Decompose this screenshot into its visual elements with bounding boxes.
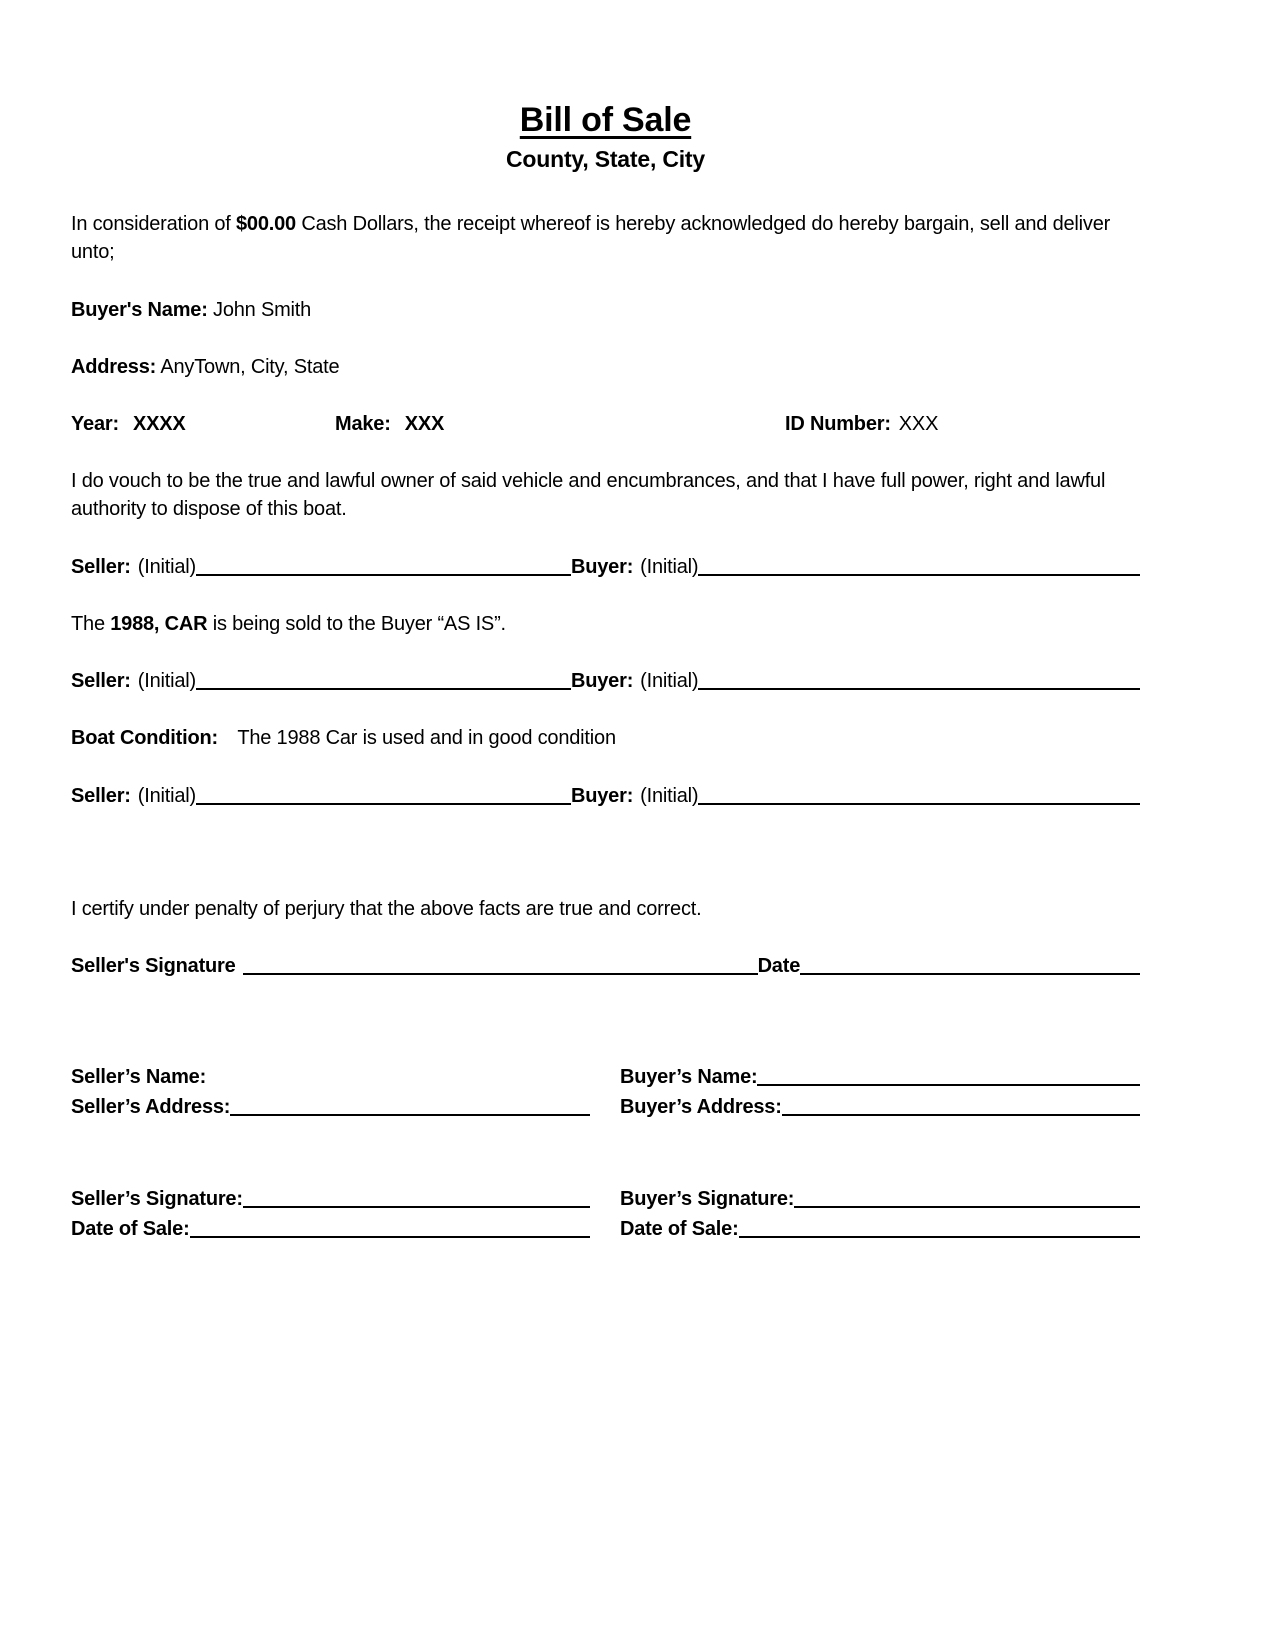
buyer-initial-line-2 (698, 687, 1140, 690)
vehicle-id-cell (785, 410, 1140, 438)
address-line (71, 353, 1140, 381)
as-is-post: is being sold to the Buyer “AS IS”. (212, 613, 506, 635)
seller-signature-bottom-row (71, 1184, 590, 1214)
buyer-name-value: John Smith (213, 299, 312, 321)
buyer-label-1: Buyer: (571, 556, 634, 578)
page-title-text: Bill of Sale (519, 101, 692, 139)
parties-signature-date-block (71, 1184, 1140, 1244)
date-line (800, 972, 1140, 975)
boat-condition-line (71, 724, 1140, 752)
initials-row-1 (71, 553, 1140, 581)
seller-date-of-sale-label: Date of Sale: (71, 1218, 190, 1240)
buyer-signature-bottom-line (794, 1205, 1140, 1208)
year-label: Year: (71, 413, 119, 435)
seller-name-label: Seller’s Name: (71, 1066, 207, 1088)
as-is-pre: The (71, 613, 105, 635)
buyer-column-bottom (620, 1184, 1140, 1244)
seller-address-row (71, 1092, 590, 1122)
initials-row-2 (71, 667, 1140, 695)
buyer-initial-group-1 (571, 553, 1140, 581)
address-value: AnyTown, City, State (160, 356, 340, 378)
buyer-initial-line-3 (698, 802, 1140, 805)
buyer-name-line (757, 1083, 1140, 1086)
buyer-address-line (782, 1113, 1140, 1116)
seller-signature-row (71, 952, 1140, 980)
make-value: XXX (404, 413, 445, 435)
address-label: Address: (71, 356, 157, 378)
page-subtitle: County, State, City (506, 146, 705, 172)
intro-paragraph (71, 210, 1140, 266)
seller-initial-text-2: (Initial) (137, 670, 196, 692)
seller-initial-line-2 (196, 687, 571, 690)
seller-label-2: Seller: (71, 670, 131, 692)
vehicle-make-cell (335, 410, 785, 438)
buyer-name-bottom-label: Buyer’s Name: (620, 1066, 758, 1088)
boat-condition-value: The 1988 Car is used and in good condition (237, 727, 616, 749)
seller-label-1: Seller: (71, 556, 131, 578)
initials-row-3 (71, 782, 1140, 810)
seller-column-bottom (71, 1184, 620, 1244)
buyer-address-row (620, 1092, 1140, 1122)
parties-name-address-block (71, 1062, 1140, 1122)
intro-amount: $00.00 (236, 213, 296, 235)
buyer-initial-group-3 (571, 782, 1140, 810)
buyer-date-of-sale-line (739, 1235, 1140, 1238)
buyer-column-top (620, 1062, 1140, 1122)
buyer-name-label: Buyer's Name: (71, 299, 208, 321)
make-label: Make: (335, 413, 391, 435)
buyer-date-of-sale-row (620, 1214, 1140, 1244)
intro-pre: In consideration of (71, 213, 231, 235)
buyer-label-3: Buyer: (571, 785, 634, 807)
buyer-date-of-sale-label: Date of Sale: (620, 1218, 739, 1240)
seller-name-row (71, 1062, 590, 1092)
buyer-name-line (71, 296, 1140, 324)
seller-label-3: Seller: (71, 785, 131, 807)
seller-initial-group-2 (71, 667, 571, 695)
id-number-value: XXX (898, 413, 939, 435)
buyer-initial-text-2: (Initial) (640, 670, 699, 692)
vehicle-info-row (71, 410, 1140, 438)
date-label: Date (757, 955, 801, 977)
id-number-label: ID Number: (785, 413, 891, 435)
year-value: XXXX (132, 413, 186, 435)
buyer-initial-group-2 (571, 667, 1140, 695)
intro-post: Cash Dollars, the receipt whereof is hereby acknowledged do hereby bargain, sell and deliver unto; (71, 213, 1111, 263)
seller-initial-line-3 (196, 802, 571, 805)
seller-initial-group-1 (71, 553, 571, 581)
seller-address-line (230, 1113, 590, 1116)
vehicle-year-cell (71, 410, 335, 438)
buyer-label-2: Buyer: (571, 670, 634, 692)
seller-signature-bottom-line (243, 1205, 590, 1208)
certify-paragraph: I certify under penalty of perjury that the above facts are true and correct. (71, 898, 702, 920)
seller-initial-text-1: (Initial) (137, 556, 196, 578)
buyer-initial-line-1 (698, 573, 1140, 576)
vouch-paragraph: I do vouch to be the true and lawful owner of said vehicle and encumbrances, and that I have full power, right and lawful authority to dispose of this boat. (71, 470, 1106, 520)
boat-condition-label: Boat Condition: (71, 727, 218, 749)
buyer-initial-text-1: (Initial) (640, 556, 699, 578)
buyer-signature-bottom-row (620, 1184, 1140, 1214)
seller-signature-label: Seller's Signature (71, 955, 236, 977)
buyer-address-label: Buyer’s Address: (620, 1096, 782, 1118)
buyer-name-row (620, 1062, 1140, 1092)
as-is-paragraph (71, 610, 1140, 638)
seller-date-of-sale-row (71, 1214, 590, 1244)
buyer-signature-bottom-label: Buyer’s Signature: (620, 1188, 795, 1210)
seller-initial-text-3: (Initial) (137, 785, 196, 807)
seller-address-label: Seller’s Address: (71, 1096, 231, 1118)
seller-signature-bottom-label: Seller’s Signature: (71, 1188, 243, 1210)
seller-signature-line (243, 972, 758, 975)
as-is-vehicle: 1988, CAR (110, 613, 208, 635)
seller-initial-line-1 (196, 573, 571, 576)
seller-date-of-sale-line (190, 1235, 590, 1238)
seller-column-top (71, 1062, 620, 1122)
page-title (71, 100, 1140, 140)
buyer-initial-text-3: (Initial) (640, 785, 699, 807)
seller-initial-group-3 (71, 782, 571, 810)
